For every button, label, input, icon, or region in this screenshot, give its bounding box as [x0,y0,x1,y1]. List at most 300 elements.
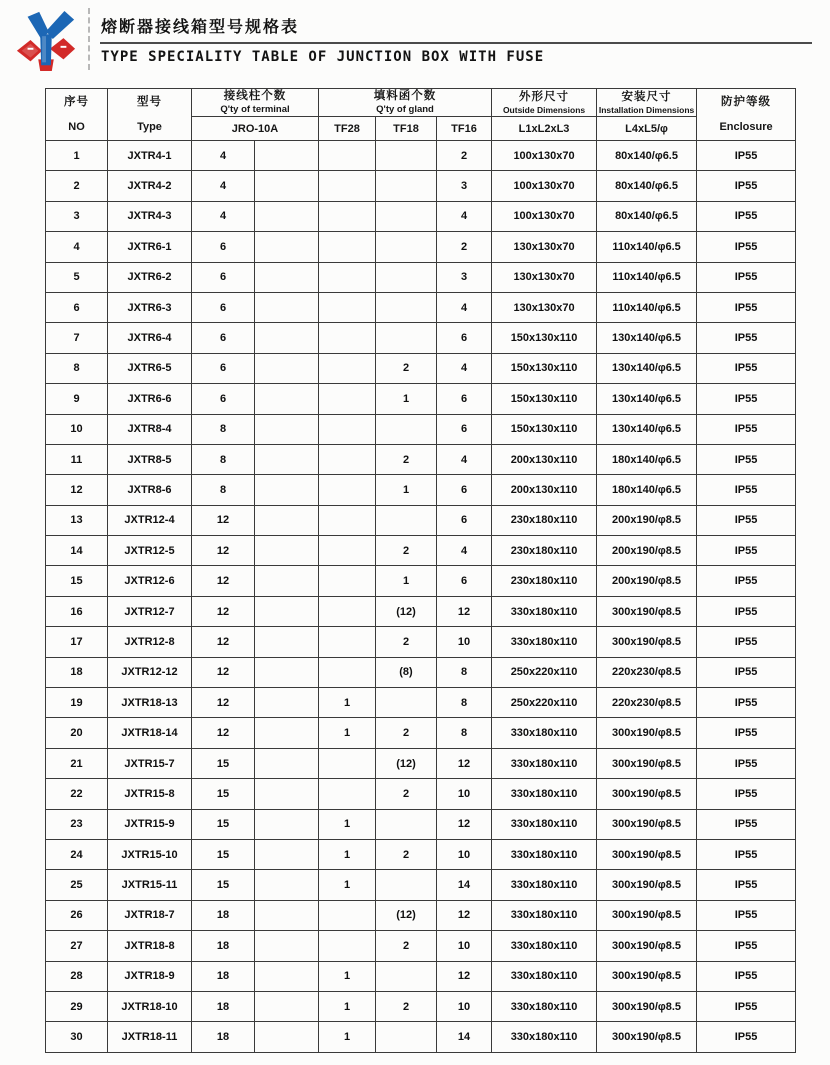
header-install-zh: 安装尺寸 [621,90,672,103]
cell-tf18: (12) [376,900,437,930]
cell-outside-dim: 150x130x110 [492,323,597,353]
cell-no: 30 [46,1022,108,1052]
table-row [46,414,796,444]
cell-type: JXTR12-7 [108,596,192,626]
cell-install-dim: 220x230/φ8.5 [597,688,697,718]
cell-tf18 [376,232,437,262]
cell-tf18 [376,171,437,201]
cell-tf28 [319,931,376,961]
cell-jro10a-spacer [255,292,319,322]
cell-tf16: 4 [437,444,492,474]
cell-tf28 [319,536,376,566]
logo-right-diamond [50,38,75,59]
cell-no: 15 [46,566,108,596]
header-type-en: Type [137,120,162,133]
cell-tf28 [319,292,376,322]
table-row [46,536,796,566]
cell-install-dim: 130x140/φ6.5 [597,353,697,383]
cell-tf16: 12 [437,809,492,839]
table-row [46,809,796,839]
cell-tf16: 6 [437,475,492,505]
cell-tf18: 2 [376,718,437,748]
cell-install-dim: 300x190/φ8.5 [597,809,697,839]
cell-type: JXTR6-6 [108,384,192,414]
cell-jro10a-spacer [255,384,319,414]
cell-tf28: 1 [319,991,376,1021]
cell-tf18: 2 [376,627,437,657]
cell-enclosure: IP55 [697,566,796,596]
spec-table [45,88,796,1053]
header-gland-zh: 填料函个数 [373,90,437,102]
cell-outside-dim: 200x130x110 [492,444,597,474]
cell-jro10a-spacer [255,141,319,171]
header-no-zh: 序号 [64,96,89,109]
cell-tf28 [319,232,376,262]
cell-enclosure: IP55 [697,536,796,566]
cell-tf16: 10 [437,779,492,809]
cell-outside-dim: 230x180x110 [492,536,597,566]
cell-install-dim: 80x140/φ6.5 [597,171,697,201]
cell-enclosure: IP55 [697,232,796,262]
cell-enclosure: IP55 [697,201,796,231]
table-row [46,1022,796,1052]
cell-install-dim: 300x190/φ8.5 [597,779,697,809]
cell-enclosure: IP55 [697,931,796,961]
cell-type: JXTR18-13 [108,688,192,718]
cell-outside-dim: 330x180x110 [492,839,597,869]
cell-no: 7 [46,323,108,353]
cell-jro10a: 6 [192,292,255,322]
cell-tf28 [319,627,376,657]
cell-jro10a-spacer [255,596,319,626]
cell-tf16: 14 [437,870,492,900]
cell-tf18 [376,505,437,535]
header-tf28: TF28 [319,117,376,141]
cell-jro10a-spacer [255,414,319,444]
header-type [108,89,192,141]
cell-tf18: 2 [376,444,437,474]
cell-tf16: 12 [437,961,492,991]
cell-jro10a-spacer [255,1022,319,1052]
cell-tf28: 1 [319,961,376,991]
table-row [46,475,796,505]
spec-table-body [46,141,796,1053]
cell-type: JXTR18-9 [108,961,192,991]
cell-type: JXTR18-8 [108,931,192,961]
cell-outside-dim: 200x130x110 [492,475,597,505]
cell-tf16: 6 [437,323,492,353]
cell-tf18: 2 [376,991,437,1021]
cell-no: 3 [46,201,108,231]
table-row [46,444,796,474]
cell-no: 23 [46,809,108,839]
cell-install-dim: 300x190/φ8.5 [597,839,697,869]
table-row [46,931,796,961]
cell-jro10a: 12 [192,688,255,718]
cell-type: JXTR15-9 [108,809,192,839]
header-terminal-en: Q'ty of terminal [220,104,290,115]
cell-enclosure: IP55 [697,414,796,444]
cell-jro10a-spacer [255,809,319,839]
cell-tf18 [376,292,437,322]
cell-outside-dim: 330x180x110 [492,900,597,930]
cell-outside-dim: 130x130x70 [492,292,597,322]
header-tf18: TF18 [376,117,437,141]
cell-tf28 [319,475,376,505]
cell-tf16: 6 [437,384,492,414]
cell-enclosure: IP55 [697,1022,796,1052]
table-row [46,596,796,626]
table-row [46,566,796,596]
cell-no: 26 [46,900,108,930]
cell-tf18: 1 [376,566,437,596]
cell-tf18 [376,323,437,353]
cell-install-dim: 300x190/φ8.5 [597,627,697,657]
cell-jro10a: 4 [192,171,255,201]
header-l4l5: L4xL5/φ [597,117,697,141]
cell-jro10a: 6 [192,353,255,383]
cell-tf18 [376,870,437,900]
title-dashed-divider [88,8,90,70]
cell-jro10a-spacer [255,991,319,1021]
cell-install-dim: 300x190/φ8.5 [597,870,697,900]
cell-jro10a: 15 [192,809,255,839]
cell-outside-dim: 330x180x110 [492,596,597,626]
cell-no: 4 [46,232,108,262]
cell-install-dim: 110x140/φ6.5 [597,232,697,262]
cell-jro10a: 6 [192,262,255,292]
page-title-chinese: 熔断器接线箱型号规格表 [101,19,300,36]
cell-jro10a-spacer [255,779,319,809]
cell-enclosure: IP55 [697,809,796,839]
cell-tf16: 10 [437,991,492,1021]
cell-outside-dim: 250x220x110 [492,657,597,687]
cell-outside-dim: 330x180x110 [492,809,597,839]
cell-tf18: 2 [376,779,437,809]
cell-type: JXTR18-7 [108,900,192,930]
cell-tf18: (12) [376,596,437,626]
cell-outside-dim: 100x130x70 [492,201,597,231]
cell-enclosure: IP55 [697,475,796,505]
cell-enclosure: IP55 [697,353,796,383]
cell-jro10a: 6 [192,232,255,262]
cell-jro10a-spacer [255,748,319,778]
cell-install-dim: 110x140/φ6.5 [597,292,697,322]
cell-jro10a-spacer [255,171,319,201]
table-row [46,657,796,687]
cell-tf28 [319,171,376,201]
cell-tf16: 4 [437,201,492,231]
cell-jro10a: 4 [192,201,255,231]
table-row [46,171,796,201]
cell-tf16: 10 [437,839,492,869]
cell-jro10a: 15 [192,839,255,869]
cell-tf28 [319,657,376,687]
cell-enclosure: IP55 [697,900,796,930]
spec-table-head [46,89,796,141]
cell-tf18: (8) [376,657,437,687]
cell-tf28: 1 [319,1022,376,1052]
cell-tf16: 8 [437,688,492,718]
cell-jro10a-spacer [255,232,319,262]
cell-tf18: 2 [376,536,437,566]
cell-no: 9 [46,384,108,414]
cell-type: JXTR4-3 [108,201,192,231]
table-row [46,627,796,657]
cell-tf16: 3 [437,262,492,292]
cell-jro10a: 8 [192,414,255,444]
header-gland-en: Q'ty of gland [376,104,434,115]
cell-no: 8 [46,353,108,383]
cell-type: JXTR12-4 [108,505,192,535]
cell-tf16: 8 [437,718,492,748]
company-logo [14,9,78,73]
table-row [46,688,796,718]
cell-jro10a: 6 [192,323,255,353]
cell-tf28 [319,748,376,778]
table-row [46,718,796,748]
cell-install-dim: 80x140/φ6.5 [597,201,697,231]
cell-tf18 [376,141,437,171]
cell-type: JXTR12-6 [108,566,192,596]
cell-outside-dim: 330x180x110 [492,931,597,961]
table-row [46,991,796,1021]
cell-outside-dim: 330x180x110 [492,718,597,748]
cell-jro10a: 12 [192,566,255,596]
cell-install-dim: 300x190/φ8.5 [597,931,697,961]
header-outside-zh: 外形尺寸 [519,90,570,103]
cell-no: 13 [46,505,108,535]
table-row [46,839,796,869]
cell-tf18: (12) [376,748,437,778]
cell-type: JXTR18-14 [108,718,192,748]
cell-install-dim: 180x140/φ6.5 [597,475,697,505]
table-row [46,748,796,778]
cell-outside-dim: 330x180x110 [492,627,597,657]
cell-tf18 [376,809,437,839]
cell-tf28 [319,384,376,414]
cell-tf18 [376,1022,437,1052]
cell-tf16: 12 [437,596,492,626]
cell-no: 5 [46,262,108,292]
cell-jro10a-spacer [255,931,319,961]
cell-tf16: 10 [437,931,492,961]
table-row [46,870,796,900]
header-no-en: NO [68,120,85,133]
cell-enclosure: IP55 [697,141,796,171]
cell-tf28: 1 [319,870,376,900]
header-terminal-qty [192,89,319,117]
cell-enclosure: IP55 [697,657,796,687]
cell-type: JXTR15-10 [108,839,192,869]
cell-outside-dim: 150x130x110 [492,414,597,444]
cell-outside-dim: 330x180x110 [492,870,597,900]
cell-type: JXTR4-1 [108,141,192,171]
cell-type: JXTR4-2 [108,171,192,201]
cell-no: 2 [46,171,108,201]
table-row [46,262,796,292]
cell-enclosure: IP55 [697,384,796,414]
cell-no: 20 [46,718,108,748]
cell-type: JXTR12-12 [108,657,192,687]
cell-jro10a: 18 [192,961,255,991]
cell-jro10a: 12 [192,596,255,626]
table-row [46,292,796,322]
cell-tf18: 1 [376,384,437,414]
cell-enclosure: IP55 [697,991,796,1021]
table-row [46,961,796,991]
cell-jro10a-spacer [255,536,319,566]
cell-jro10a-spacer [255,262,319,292]
table-row [46,201,796,231]
cell-type: JXTR15-7 [108,748,192,778]
cell-no: 10 [46,414,108,444]
cell-tf28 [319,323,376,353]
cell-tf16: 2 [437,141,492,171]
cell-jro10a-spacer [255,627,319,657]
cell-install-dim: 180x140/φ6.5 [597,444,697,474]
cell-no: 19 [46,688,108,718]
cell-tf16: 4 [437,292,492,322]
cell-enclosure: IP55 [697,839,796,869]
cell-type: JXTR8-6 [108,475,192,505]
header-gland-qty [319,89,492,117]
cell-type: JXTR18-11 [108,1022,192,1052]
cell-no: 24 [46,839,108,869]
cell-type: JXTR6-4 [108,323,192,353]
cell-no: 11 [46,444,108,474]
cell-tf16: 6 [437,414,492,444]
cell-type: JXTR18-10 [108,991,192,1021]
table-row [46,232,796,262]
table-row [46,384,796,414]
cell-install-dim: 80x140/φ6.5 [597,141,697,171]
cell-outside-dim: 330x180x110 [492,1022,597,1052]
cell-tf28 [319,596,376,626]
cell-tf16: 12 [437,748,492,778]
cell-outside-dim: 130x130x70 [492,232,597,262]
cell-tf18: 2 [376,353,437,383]
cell-install-dim: 300x190/φ8.5 [597,718,697,748]
cell-type: JXTR15-8 [108,779,192,809]
cell-tf28: 1 [319,718,376,748]
cell-type: JXTR12-8 [108,627,192,657]
cell-tf28 [319,900,376,930]
table-row [46,353,796,383]
cell-tf18 [376,414,437,444]
header-outside-en: Outside Dimensions [502,104,586,115]
cell-no: 18 [46,657,108,687]
cell-enclosure: IP55 [697,171,796,201]
cell-tf28 [319,141,376,171]
cell-install-dim: 130x140/φ6.5 [597,414,697,444]
cell-tf16: 12 [437,900,492,930]
cell-install-dim: 130x140/φ6.5 [597,384,697,414]
header-install-en: Installation Dimensions [598,104,695,115]
cell-tf18 [376,961,437,991]
cell-no: 16 [46,596,108,626]
cell-jro10a-spacer [255,688,319,718]
cell-no: 6 [46,292,108,322]
cell-enclosure: IP55 [697,688,796,718]
cell-tf16: 6 [437,566,492,596]
cell-jro10a-spacer [255,900,319,930]
cell-type: JXTR6-1 [108,232,192,262]
cell-no: 29 [46,991,108,1021]
cell-tf16: 8 [437,657,492,687]
cell-tf28 [319,414,376,444]
cell-install-dim: 110x140/φ6.5 [597,262,697,292]
cell-tf18: 2 [376,931,437,961]
cell-tf16: 6 [437,505,492,535]
cell-no: 22 [46,779,108,809]
header-type-zh: 型号 [137,96,162,109]
cell-outside-dim: 330x180x110 [492,991,597,1021]
cell-tf28 [319,566,376,596]
cell-tf18: 2 [376,839,437,869]
page-title-english: TYPE SPECIALITY TABLE OF JUNCTION BOX WITH FUSE [101,49,545,65]
cell-jro10a-spacer [255,657,319,687]
cell-jro10a-spacer [255,201,319,231]
cell-jro10a-spacer [255,505,319,535]
cell-jro10a: 15 [192,870,255,900]
cell-install-dim: 300x190/φ8.5 [597,900,697,930]
cell-enclosure: IP55 [697,505,796,535]
cell-install-dim: 300x190/φ8.5 [597,748,697,778]
cell-type: JXTR6-3 [108,292,192,322]
cell-tf18 [376,201,437,231]
cell-jro10a: 15 [192,779,255,809]
table-row [46,323,796,353]
table-row [46,900,796,930]
cell-outside-dim: 150x130x110 [492,384,597,414]
cell-outside-dim: 130x130x70 [492,262,597,292]
cell-jro10a-spacer [255,870,319,900]
cell-jro10a-spacer [255,961,319,991]
cell-jro10a: 12 [192,536,255,566]
cell-jro10a-spacer [255,323,319,353]
cell-enclosure: IP55 [697,323,796,353]
cell-jro10a: 12 [192,657,255,687]
cell-jro10a: 18 [192,931,255,961]
cell-tf16: 10 [437,627,492,657]
header-no [46,89,108,141]
header-tf16: TF16 [437,117,492,141]
cell-no: 27 [46,931,108,961]
cell-tf28 [319,262,376,292]
cell-enclosure: IP55 [697,961,796,991]
cell-outside-dim: 230x180x110 [492,566,597,596]
cell-jro10a: 18 [192,1022,255,1052]
cell-no: 1 [46,141,108,171]
cell-jro10a: 12 [192,627,255,657]
cell-jro10a: 18 [192,991,255,1021]
cell-jro10a-spacer [255,475,319,505]
cell-tf28 [319,779,376,809]
cell-install-dim: 130x140/φ6.5 [597,323,697,353]
cell-outside-dim: 100x130x70 [492,171,597,201]
cell-install-dim: 220x230/φ8.5 [597,657,697,687]
cell-jro10a: 8 [192,444,255,474]
cell-tf28: 1 [319,809,376,839]
cell-jro10a-spacer [255,839,319,869]
header-terminal-zh: 接线柱个数 [223,90,287,102]
cell-install-dim: 300x190/φ8.5 [597,1022,697,1052]
cell-enclosure: IP55 [697,292,796,322]
cell-jro10a-spacer [255,353,319,383]
cell-enclosure: IP55 [697,870,796,900]
cell-outside-dim: 100x130x70 [492,141,597,171]
